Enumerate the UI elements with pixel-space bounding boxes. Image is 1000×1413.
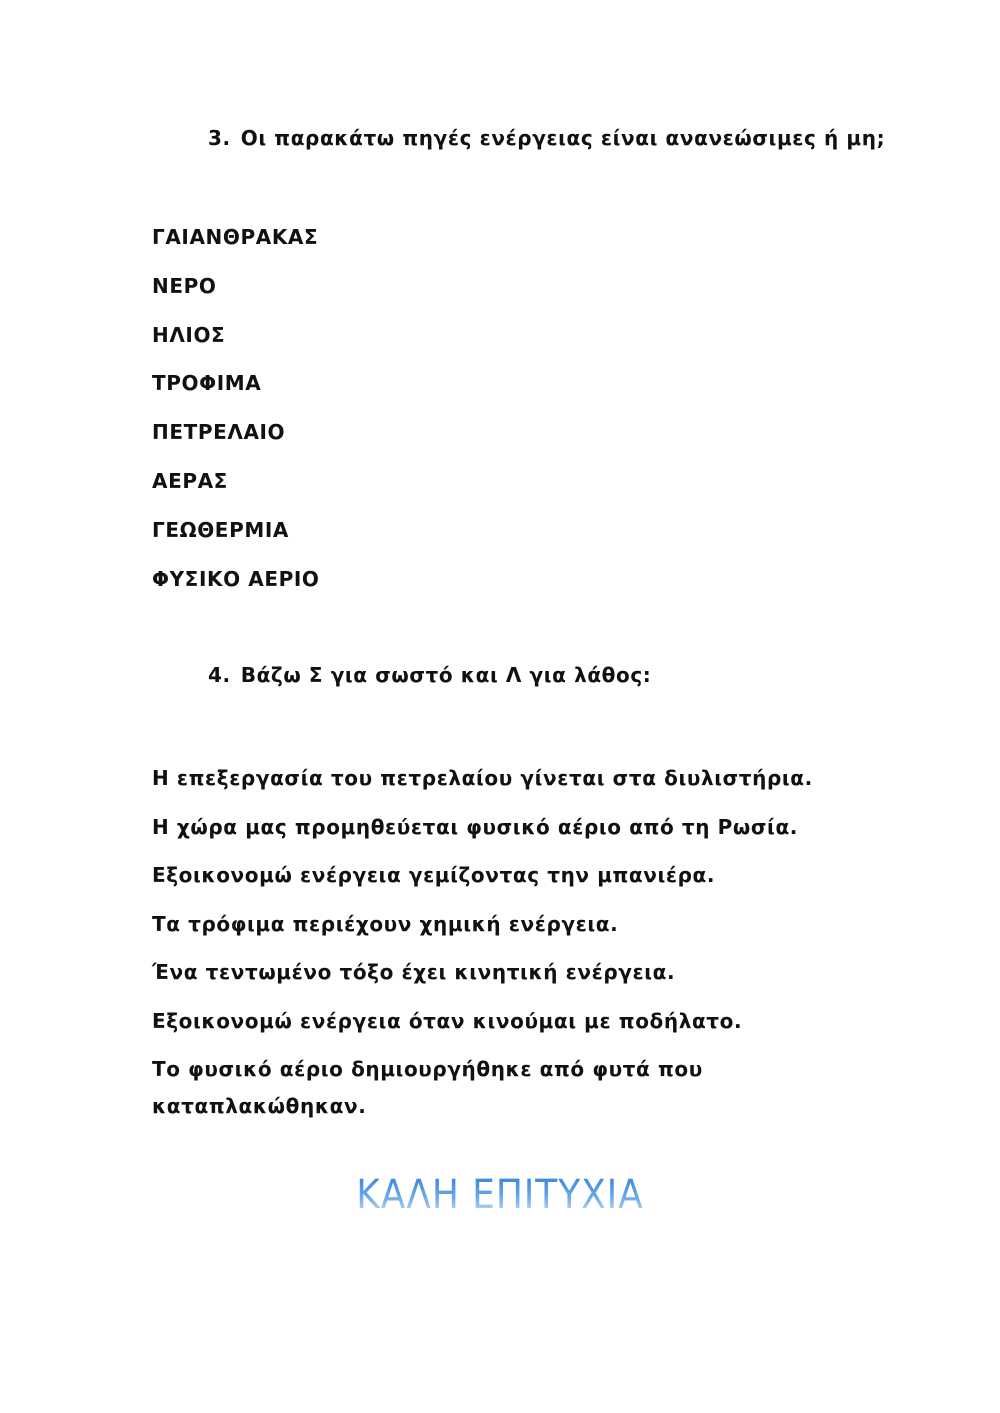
- list-item: ΓΕΩΘΕΡΜΙΑ: [152, 517, 289, 542]
- list-item: ΗΛΙΟΣ: [152, 322, 226, 347]
- good-luck-wordart: ΚΑΛΗ ΕΠΙΤΥΧΙΑ: [50, 1172, 950, 1218]
- list-item: ΓΑΙΑΝΘΡΑΚΑΣ: [152, 225, 319, 249]
- list-item: ΤΡΟΦΙΜΑ: [152, 371, 262, 396]
- list-item: Εξοικονομώ ενέργεια όταν κινούμαι με ποδήλατο.: [152, 1008, 743, 1033]
- question-3-heading: [208, 126, 885, 150]
- question-3-text: Οι παρακάτω πηγές ενέργειας είναι ανανεώσιμες ή μη;: [240, 126, 886, 150]
- list-item: ΑΕΡΑΣ: [152, 468, 228, 493]
- true-false-statements-list: [152, 760, 852, 1137]
- list-item: ΦΥΣΙΚΟ ΑΕΡΙΟ: [152, 566, 320, 591]
- list-item: ΠΕΤΡΕΛΑΙΟ: [152, 420, 286, 445]
- list-item: Ένα τεντωμένο τόξο έχει κινητική ενέργεια.: [152, 960, 676, 984]
- list-item: Η χώρα μας προμηθεύεται φυσικό αέριο από τη Ρωσία.: [152, 814, 798, 839]
- question-3-number: 3.: [208, 126, 231, 150]
- question-4-heading: [208, 663, 651, 687]
- list-item: Το φυσικό αέριο δημιουργήθηκε από φυτά που καταπλακώθηκαν.: [152, 1057, 703, 1118]
- list-item: Τα τρόφιμα περιέχουν χημική ενέργεια.: [152, 911, 619, 936]
- list-item: Η επεξεργασία του πετρελαίου γίνεται στα διυλιστήρια.: [152, 766, 813, 790]
- energy-sources-list: [152, 224, 320, 614]
- list-item: Εξοικονομώ ενέργεια γεμίζοντας την μπανιέρα.: [152, 863, 716, 887]
- question-4-text: Βάζω Σ για σωστό και Λ για λάθος:: [240, 663, 652, 687]
- list-item: ΝΕΡΟ: [152, 273, 217, 298]
- question-4-number: 4.: [208, 663, 231, 687]
